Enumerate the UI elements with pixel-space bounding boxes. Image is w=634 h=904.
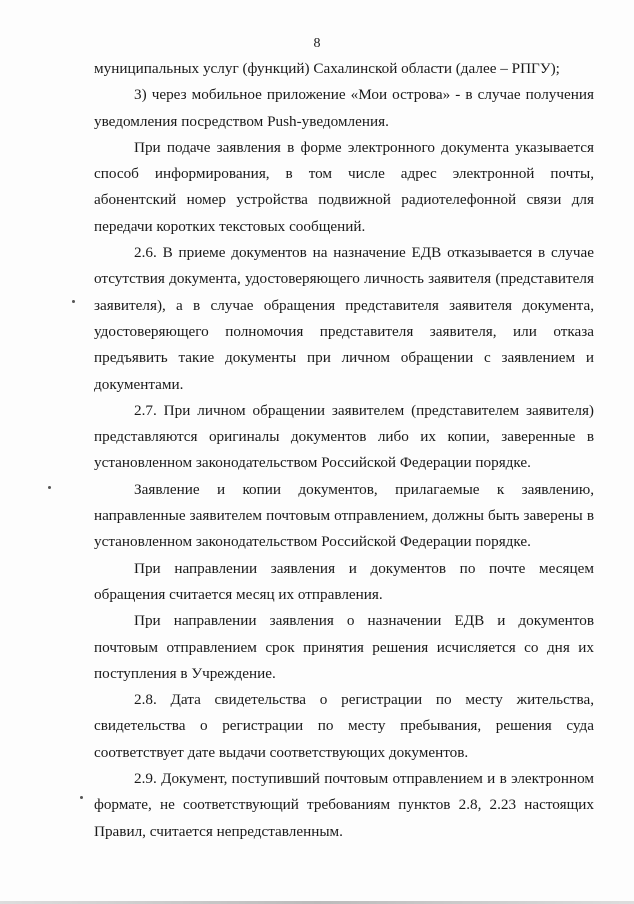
paragraph-postal-copies: Заявление и копии документов, прилагаемые к заявлению, направленные заявителем почтовым отправлением, должны быть заверены в установленном законодательством Российской Федерации порядке. bbox=[94, 480, 594, 551]
paragraph-2-9: 2.9. Документ, поступивший почтовым отправлением и в электронном формате, не соответствующий требованиям пунктов 2.8, 2.23 настоящих Правил, считается непредставленным. bbox=[94, 770, 594, 840]
paragraph-2-8: 2.8. Дата свидетельства о регистрации по месту жительства, свидетельства о регистрации по месту пребывания, решения суда соответствует дате выдачи соответствующих документов. bbox=[94, 691, 594, 761]
paragraph-electronic-notification: При подаче заявления в форме электронного документа указывается способ информирования, в том числе адрес электронной почты, абонентский номер устройства подвижной радиотелефонной связи для передачи коротких текстовых сообщений. bbox=[94, 138, 594, 235]
paragraph-postal-month: При направлении заявления и документов по почте месяцем обращения считается месяц их отправления. bbox=[94, 559, 594, 603]
scan-speck bbox=[48, 486, 51, 489]
paragraph-2-7: 2.7. При личном обращении заявителем (представителем заявителя) представляются оригиналы документов либо их копии, заверенные в установленном законодательством Российской Федерации порядке. bbox=[94, 401, 594, 472]
paragraph-2-6: 2.6. В приеме документов на назначение ЕДВ отказывается в случае отсутствия документа, удостоверяющего личность заявителя (представителя заявителя), а в случае обращения представителя заявителя документа, удостоверяющего полномочия представителя заявителя, или отказа предъявить такие документы при личном обращении с заявлением и документами. bbox=[94, 244, 594, 393]
paragraph-rpgu-continuation: муниципальных услуг (функций) Сахалинской области (далее – РПГУ); bbox=[94, 60, 560, 77]
paragraph-mobile-app: 3) через мобильное приложение «Мои острова» - в случае получения уведомления посредством Push-уведомления. bbox=[94, 86, 594, 130]
page-number: 8 bbox=[313, 36, 321, 51]
scan-speck bbox=[72, 300, 75, 303]
page-body bbox=[94, 56, 594, 845]
paragraph-postal-decision: При направлении заявления о назначении ЕДВ и документов почтовым отправлением срок принятия решения исчисляется со дня их поступления в Учреждение. bbox=[94, 612, 594, 682]
scan-speck bbox=[80, 796, 83, 799]
